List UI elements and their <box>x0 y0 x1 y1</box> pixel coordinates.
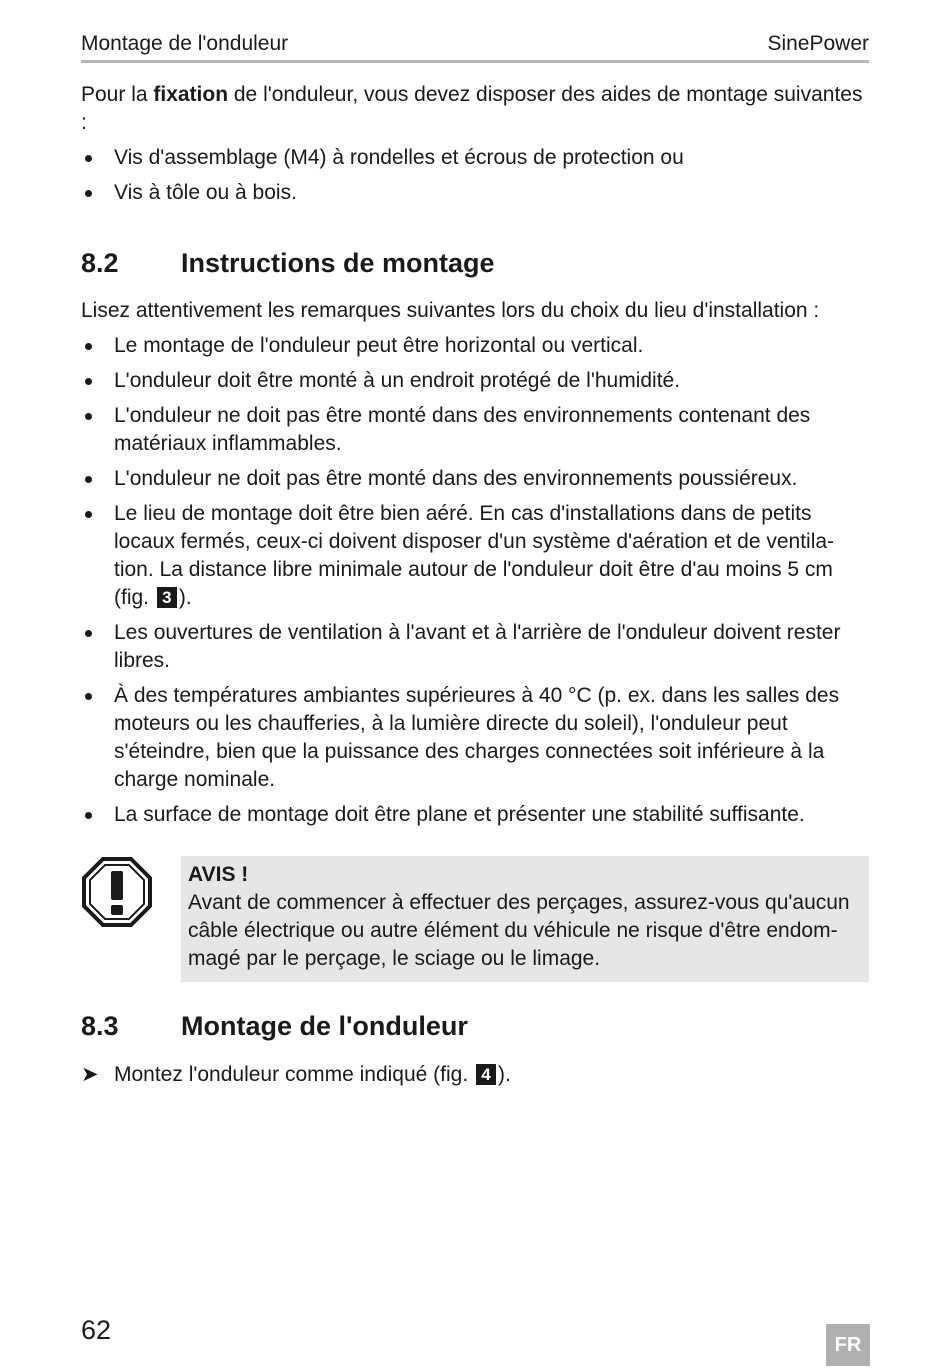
section-number: 8.2 <box>81 248 119 278</box>
intro-block <box>81 81 869 214</box>
instruction-step <box>81 1061 511 1089</box>
notice-box <box>181 856 869 982</box>
section-title: Instructions de montage <box>181 248 495 278</box>
intro-bold-term: fixation <box>153 83 229 106</box>
notice-text: Avant de commencer à effectuer des perçages, assurez-vous qu'aucun câble électrique ou autre élément du véhicule ne risque d'être endom-magé par le perçage, le sciage ou le limage. <box>188 891 850 970</box>
page-header <box>81 30 869 63</box>
fixation-list <box>81 144 869 207</box>
section-title: Montage de l'onduleur <box>181 1011 468 1041</box>
header-chapter-title: Montage de l'onduleur <box>81 32 289 55</box>
language-badge: FR <box>826 1324 870 1366</box>
list-item: Les ouvertures de ventilation à l'avant et à l'arrière de l'onduleur doivent rester libres. <box>81 619 869 675</box>
list-item: L'onduleur ne doit pas être monté dans des environnements contenant des matériaux inflammables. <box>81 402 869 458</box>
mounting-instructions-block <box>81 297 869 836</box>
section-lead: Lisez attentivement les remarques suivantes lors du choix du lieu d'installation : <box>81 299 820 322</box>
section-number: 8.3 <box>81 1011 119 1041</box>
notice-title: AVIS ! <box>188 863 249 886</box>
list-item: Le montage de l'onduleur peut être horizontal ou vertical. <box>81 332 869 360</box>
intro-text-after: de l'onduleur, vous devez disposer des aides de montage suivantes : <box>81 83 863 134</box>
mounting-instructions-list <box>81 332 869 829</box>
list-item: La surface de montage doit être plane et présenter une stabilité suffisante. <box>81 801 869 829</box>
ventilation-text: Le lieu de montage doit être bien aéré. En cas d'installations dans de petits locaux fermés, ceux-ci doivent disposer d'un système d'aération et de ventila-tion. La distance libre minimale autour de l'onduleur doit être d'au moins 5 cm (fig. <box>114 502 835 609</box>
intro-paragraph <box>81 81 869 137</box>
ventilation-text-end: ). <box>178 586 192 609</box>
figure-reference: 3 <box>157 587 177 608</box>
header-product-name: SinePower <box>767 32 869 55</box>
list-item-ventilation <box>81 500 869 612</box>
step-text: Montez l'onduleur comme indiqué (fig. <box>114 1063 475 1086</box>
list-item: Vis à tôle ou à bois. <box>81 179 869 207</box>
page-number: 62 <box>81 1315 112 1345</box>
list-item: À des températures ambiantes supérieures à 40 °C (p. ex. dans les salles des moteurs ou les chaufferies, à la lumière directe du soleil), l'onduleur peut s'éteindre, bien que la puissance des charges connectées soit inférieure à la charge nominale. <box>81 682 869 794</box>
step-text-end: ). <box>498 1063 511 1086</box>
section-heading-8-3 <box>81 1011 468 1042</box>
section-heading-8-2 <box>81 248 495 279</box>
list-item: L'onduleur ne doit pas être monté dans des environnements poussiéreux. <box>81 465 869 493</box>
list-item: Vis d'assemblage (M4) à rondelles et écrous de protection ou <box>81 144 869 172</box>
exclamation-octagon-icon <box>81 856 153 928</box>
intro-text-before: Pour la <box>81 83 154 106</box>
list-item: L'onduleur doit être monté à un endroit protégé de l'humidité. <box>81 367 869 395</box>
figure-reference: 4 <box>476 1064 496 1085</box>
arrow-icon: ➤ <box>81 1063 99 1086</box>
